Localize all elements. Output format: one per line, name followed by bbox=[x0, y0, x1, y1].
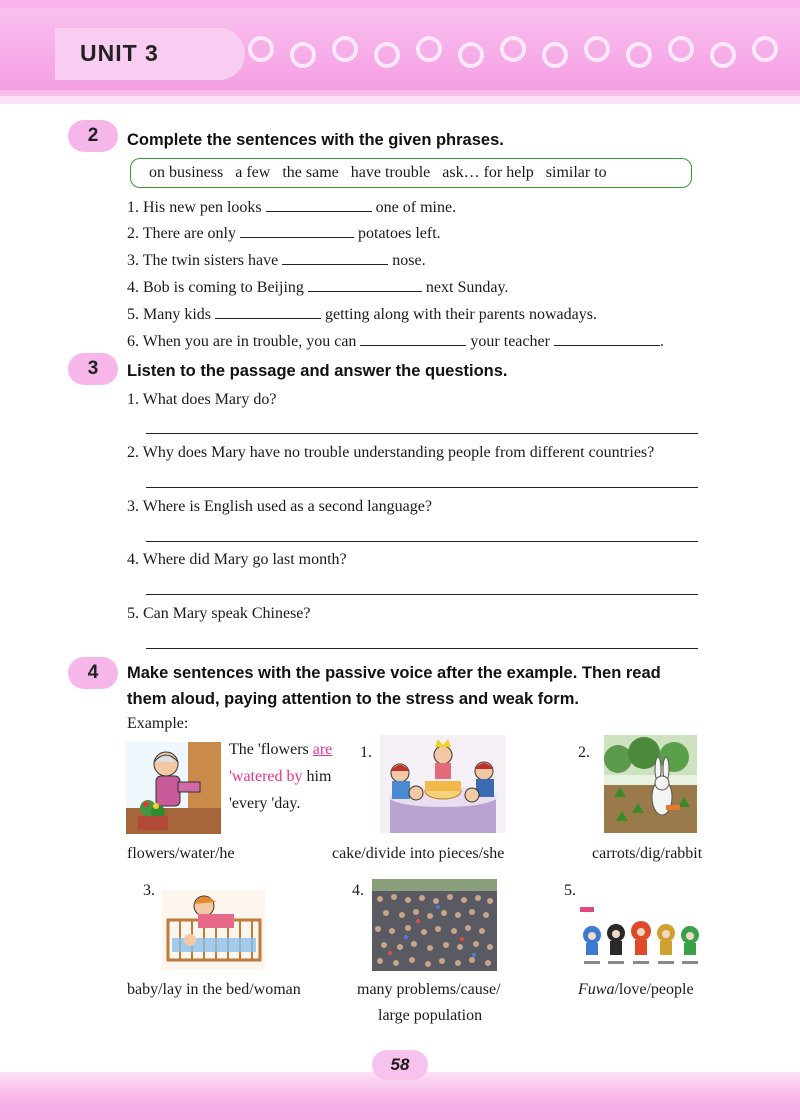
sentence-4-end: next Sunday. bbox=[425, 279, 509, 296]
sentence-3-end: nose. bbox=[392, 252, 426, 269]
example-highlight-are: are bbox=[312, 741, 333, 758]
picture-2 bbox=[604, 735, 697, 833]
question-3: 3. Where is English used as a second language? bbox=[127, 498, 432, 515]
sentence-1 bbox=[127, 198, 456, 218]
example-line-3: 'every 'day. bbox=[229, 795, 301, 812]
ring-icon bbox=[500, 36, 526, 62]
picture-4 bbox=[372, 879, 497, 971]
example-text-him: him bbox=[302, 768, 332, 785]
section-4-instruction-line2: them aloud, paying attention to the stress and weak form. bbox=[127, 690, 579, 708]
header-strip bbox=[0, 96, 800, 104]
section-3-badge: 3 bbox=[68, 353, 118, 385]
sentence-5-start: 5. Many kids bbox=[127, 306, 211, 323]
question-2: 2. Why does Mary have no trouble understanding people from different countries? bbox=[127, 444, 655, 461]
decorative-rings bbox=[240, 34, 800, 74]
sentence-5 bbox=[127, 305, 597, 325]
sentence-4 bbox=[127, 278, 508, 298]
answer-line-3[interactable] bbox=[146, 541, 698, 542]
caption-4-line2: large population bbox=[378, 1007, 483, 1024]
sentence-2 bbox=[127, 224, 441, 244]
question-1: 1. What does Mary do? bbox=[127, 391, 277, 408]
blank-1[interactable] bbox=[266, 198, 372, 212]
sentence-6-start: 6. When you are in trouble, you can bbox=[127, 333, 357, 350]
unit-title: UNIT 3 bbox=[80, 40, 159, 66]
blank-5[interactable] bbox=[215, 305, 321, 319]
caption-5 bbox=[578, 980, 694, 1000]
answer-line-2[interactable] bbox=[146, 487, 698, 488]
caption-5-rest: /love/people bbox=[614, 981, 694, 998]
caption-4: many problems/cause/ bbox=[357, 981, 501, 998]
sentence-6 bbox=[127, 332, 664, 352]
sentence-2-end: potatoes left. bbox=[358, 225, 441, 242]
caption-example: flowers/water/he bbox=[127, 845, 235, 862]
ring-icon bbox=[248, 36, 274, 62]
blank-6b[interactable] bbox=[554, 332, 660, 346]
item-2-number: 2. bbox=[578, 744, 590, 761]
ring-icon bbox=[290, 42, 316, 68]
page-number: 58 bbox=[372, 1050, 428, 1080]
question-4: 4. Where did Mary go last month? bbox=[127, 551, 347, 568]
example-label: Example: bbox=[127, 715, 189, 732]
section-3-instruction: Listen to the passage and answer the questions. bbox=[127, 362, 508, 380]
section-2-badge: 2 bbox=[68, 120, 118, 152]
blank-3[interactable] bbox=[282, 251, 388, 265]
blank-2[interactable] bbox=[240, 224, 354, 238]
answer-line-4[interactable] bbox=[146, 594, 698, 595]
sentence-6-middle: your teacher bbox=[470, 333, 550, 350]
question-5: 5. Can Mary speak Chinese? bbox=[127, 605, 311, 622]
item-5-number: 5. bbox=[564, 882, 576, 899]
sentence-1-end: one of mine. bbox=[375, 199, 457, 216]
ring-icon bbox=[626, 42, 652, 68]
sentence-4-start: 4. Bob is coming to Beijing bbox=[127, 279, 304, 296]
caption-3: baby/lay in the bed/woman bbox=[127, 981, 301, 998]
section-2-instruction: Complete the sentences with the given phrases. bbox=[127, 131, 504, 149]
example-line-1 bbox=[229, 740, 332, 760]
picture-1 bbox=[380, 735, 506, 833]
sentence-5-end: getting along with their parents nowadays. bbox=[325, 306, 597, 323]
ring-icon bbox=[374, 42, 400, 68]
ring-icon bbox=[668, 36, 694, 62]
blank-6a[interactable] bbox=[360, 332, 466, 346]
sentence-1-start: 1. His new pen looks bbox=[127, 199, 262, 216]
phrase-box: on business a few the same have trouble ask… for help similar to bbox=[130, 158, 692, 188]
example-line-2 bbox=[229, 767, 331, 787]
caption-2: carrots/dig/rabbit bbox=[592, 845, 703, 862]
ring-icon bbox=[416, 36, 442, 62]
caption-1: cake/divide into pieces/she bbox=[332, 845, 505, 862]
sentence-2-start: 2. There are only bbox=[127, 225, 236, 242]
example-highlight-watered-by: 'watered by bbox=[229, 768, 303, 785]
picture-5 bbox=[578, 905, 706, 971]
sentence-3-start: 3. The twin sisters have bbox=[127, 252, 279, 269]
item-4-number: 4. bbox=[352, 882, 364, 899]
blank-4[interactable] bbox=[308, 278, 422, 292]
header-band bbox=[0, 0, 800, 100]
ring-icon bbox=[752, 36, 778, 62]
section-4-instruction-line1: Make sentences with the passive voice after the example. Then read bbox=[127, 664, 661, 682]
sentence-3 bbox=[127, 251, 426, 271]
ring-icon bbox=[710, 42, 736, 68]
caption-5-italic: Fuwa bbox=[578, 981, 615, 998]
section-4-badge: 4 bbox=[68, 657, 118, 689]
ring-icon bbox=[584, 36, 610, 62]
example-text-a: The 'flowers bbox=[229, 741, 313, 758]
answer-line-1[interactable] bbox=[146, 433, 698, 434]
sentence-6-end: . bbox=[659, 333, 664, 350]
picture-3 bbox=[162, 890, 265, 970]
ring-icon bbox=[332, 36, 358, 62]
item-1-number: 1. bbox=[360, 744, 372, 761]
example-picture bbox=[126, 742, 221, 834]
answer-line-5[interactable] bbox=[146, 648, 698, 649]
ring-icon bbox=[458, 42, 484, 68]
ring-icon bbox=[542, 42, 568, 68]
item-3-number: 3. bbox=[143, 882, 155, 899]
